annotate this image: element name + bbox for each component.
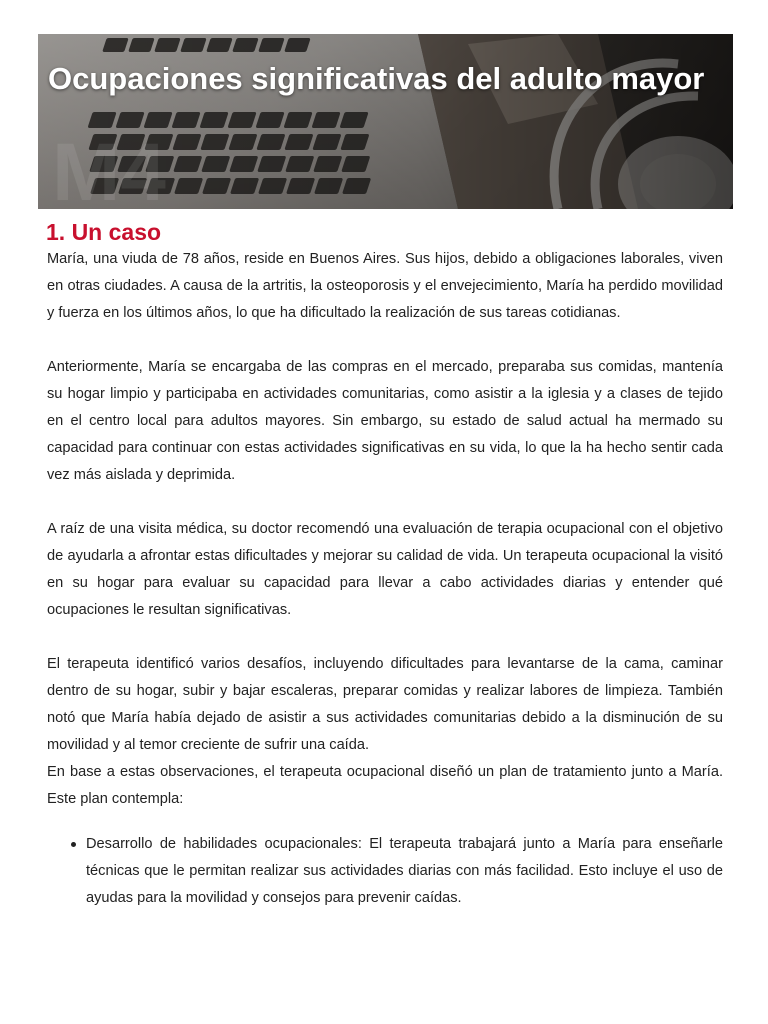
list-spacer [47, 813, 723, 831]
section-heading: 1. Un caso [46, 219, 162, 245]
paragraph-2: Anteriormente, María se encargaba de las compras en el mercado, preparaba sus comidas, mantenía su hogar limpio y participaba en actividades comunitarias, como asistir a la iglesia y a clases de tejido en el centro local para adultos mayores. Sin embargo, su estado de salud actual ha mermado su capacidad para continuar con estas actividades significativas en su vida, lo que la ha hecho sentir cada vez más aislada y deprimida. [47, 359, 723, 483]
paragraph-1: María, una viuda de 78 años, reside en Buenos Aires. Sus hijos, debido a obligaciones laborales, viven en otras ciudades. A causa de la artritis, la osteoporosis y el envejecimiento, María ha perdido movilidad y fuerza en los últimos años, lo que ha dificultado la realización de sus tareas cotidianas. [47, 251, 723, 321]
paragraph-5: En base a estas observaciones, el terapeuta ocupacional diseñó un plan de tratamiento junto a María. Este plan contempla: [47, 764, 723, 807]
treatment-plan-list [47, 831, 723, 912]
paragraph-3: A raíz de una visita médica, su doctor recomendó una evaluación de terapia ocupacional con el objetivo de ayudarla a afrontar estas dificultades y mejorar su calidad de vida. Un terapeuta ocupacional la visitó en su hogar para evaluar su capacidad para llevar a cabo actividades diarias y entender qué ocupaciones le resultan significativas. [47, 521, 723, 618]
document-body [47, 246, 723, 912]
paragraph-spacer [47, 624, 723, 651]
page-title: Ocupaciones significativas del adulto mayor [48, 61, 705, 96]
list-item: Desarrollo de habilidades ocupacionales: El terapeuta trabajará junto a María para enseñarle técnicas que le permitan realizar sus actividades diarias con más facilidad. Esto incluye el uso de ayudas para la movilidad y consejos para prevenir caídas. [86, 831, 723, 912]
banner-watermark: M4 [52, 127, 166, 209]
paragraph-spacer [47, 489, 723, 516]
header-banner [38, 34, 733, 209]
paragraph-spacer [47, 327, 723, 354]
paragraph-4: El terapeuta identificó varios desafíos, incluyendo dificultades para levantarse de la cama, caminar dentro de su hogar, subir y bajar escaleras, preparar comidas y realizar labores de limpieza. También notó que María había dejado de asistir a sus actividades comunitarias debido a la disminución de su movilidad y al temor creciente de sufrir una caída. [47, 656, 723, 753]
